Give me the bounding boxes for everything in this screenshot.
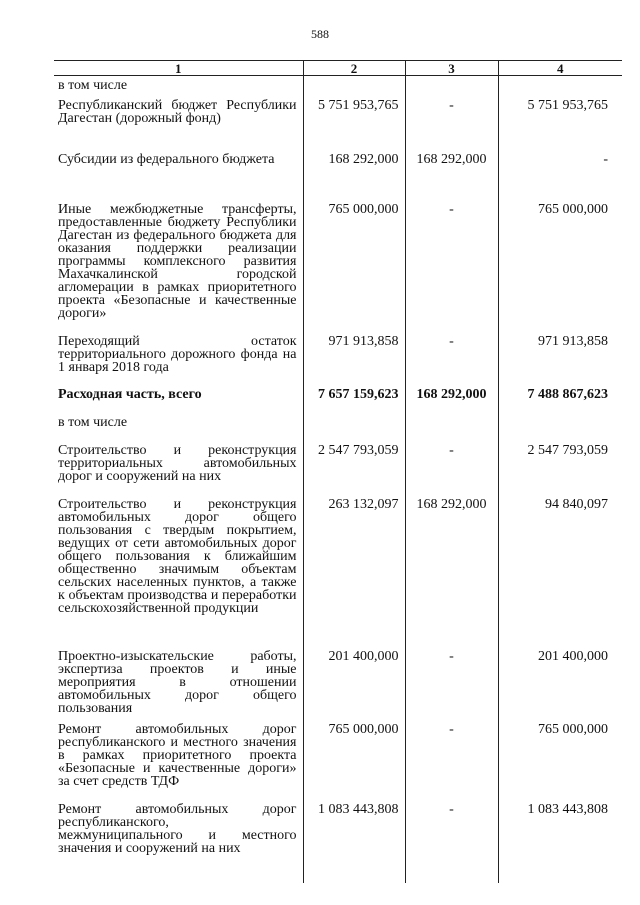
row-name: Ремонт автомобильных дорог республиканского, межмуниципального и местного значения и сооружений на них (58, 802, 297, 856)
row-col2: 168 292,000 (303, 145, 405, 193)
row-col2: 971 913,858 (303, 331, 405, 387)
column-header-1: 1 (54, 61, 303, 76)
table-header-row (54, 61, 622, 76)
row-name: Субсидии из федерального бюджета (58, 152, 275, 167)
page-number: 588 (311, 27, 329, 41)
row-name: Ремонт автомобильных дорог республиканского и местного значения в рамках приоритетного проекта «Безопасные и качественные дороги» за счет средств ТДФ (58, 722, 297, 789)
row-col4: 2 547 793,059 (498, 440, 622, 494)
row-col2: 2 547 793,059 (303, 440, 405, 494)
row-col2: 765 000,000 (303, 715, 405, 795)
table-row (54, 95, 622, 145)
row-col3 (405, 76, 498, 96)
row-col3: - (405, 642, 498, 715)
row-col3: 168 292,000 (405, 387, 498, 414)
row-name: Строительство и реконструкция территориальных автомобильных дорог и сооружений на них (58, 443, 297, 484)
row-col4: 765 000,000 (498, 193, 622, 331)
column-header-2: 2 (303, 61, 405, 76)
table-row (54, 76, 622, 96)
table-row (54, 795, 622, 883)
row-name: Переходящий остаток территориального дорожного фонда на 1 января 2018 года (58, 334, 297, 375)
row-col4: 765 000,000 (498, 715, 622, 795)
table-row-total (54, 387, 622, 414)
budget-table (54, 60, 622, 883)
row-col3: 168 292,000 (405, 145, 498, 193)
row-col4: 201 400,000 (498, 642, 622, 715)
row-col2: 5 751 953,765 (303, 95, 405, 145)
row-name: Иные межбюджетные трансферты, предоставленные бюджету Республики Дагестан из федерального бюджета для оказания поддержки реализации программы комплексного развития Махачкалинской городской агломерации в рамках приоритетного проекта «Безопасные и качественные дороги» (58, 202, 297, 321)
row-col4: 5 751 953,765 (498, 95, 622, 145)
table-row (54, 642, 622, 715)
table-row (54, 414, 622, 440)
table-row (54, 440, 622, 494)
table-row (54, 494, 622, 642)
row-col3: - (405, 331, 498, 387)
table-row (54, 715, 622, 795)
row-col4: 7 488 867,623 (498, 387, 622, 414)
row-col2: 201 400,000 (303, 642, 405, 715)
table-row (54, 193, 622, 331)
row-col3: - (405, 95, 498, 145)
row-name: Проектно-изыскательские работы, экспертиза проектов и иные мероприятия в отношении автомобильных дорог общего пользования (58, 649, 297, 716)
row-name: Строительство и реконструкция автомобильных дорог общего пользования с твердым покрытием, ведущих от сети автомобильных дорог общего пользования к ближайшим общественно значимым объектам сельских населенных пунктов, а также к объектам производства и переработки сельскохозяйственной продукции (58, 497, 297, 616)
row-col2: 765 000,000 (303, 193, 405, 331)
row-col4: 94 840,097 (498, 494, 622, 642)
column-header-3: 3 (405, 61, 498, 76)
row-col4 (498, 76, 622, 96)
row-name: в том числе (58, 78, 128, 93)
row-col2: 1 083 443,808 (303, 795, 405, 883)
row-col3: 168 292,000 (405, 494, 498, 642)
row-col3: - (405, 715, 498, 795)
row-col3: - (405, 440, 498, 494)
row-col4: 1 083 443,808 (498, 795, 622, 883)
row-col4: 971 913,858 (498, 331, 622, 387)
row-col4: - (498, 145, 622, 193)
row-name: Республиканский бюджет Республики Дагестан (дорожный фонд) (58, 98, 297, 126)
row-col3 (405, 414, 498, 440)
row-col2 (303, 414, 405, 440)
row-name: в том числе (58, 415, 128, 430)
row-name: Расходная часть, всего (58, 387, 202, 402)
table-row (54, 331, 622, 387)
table-row (54, 145, 622, 193)
column-header-4: 4 (498, 61, 622, 76)
row-col2: 263 132,097 (303, 494, 405, 642)
row-col3: - (405, 193, 498, 331)
row-col2 (303, 76, 405, 96)
row-col2: 7 657 159,623 (303, 387, 405, 414)
row-col4 (498, 414, 622, 440)
row-col3: - (405, 795, 498, 883)
